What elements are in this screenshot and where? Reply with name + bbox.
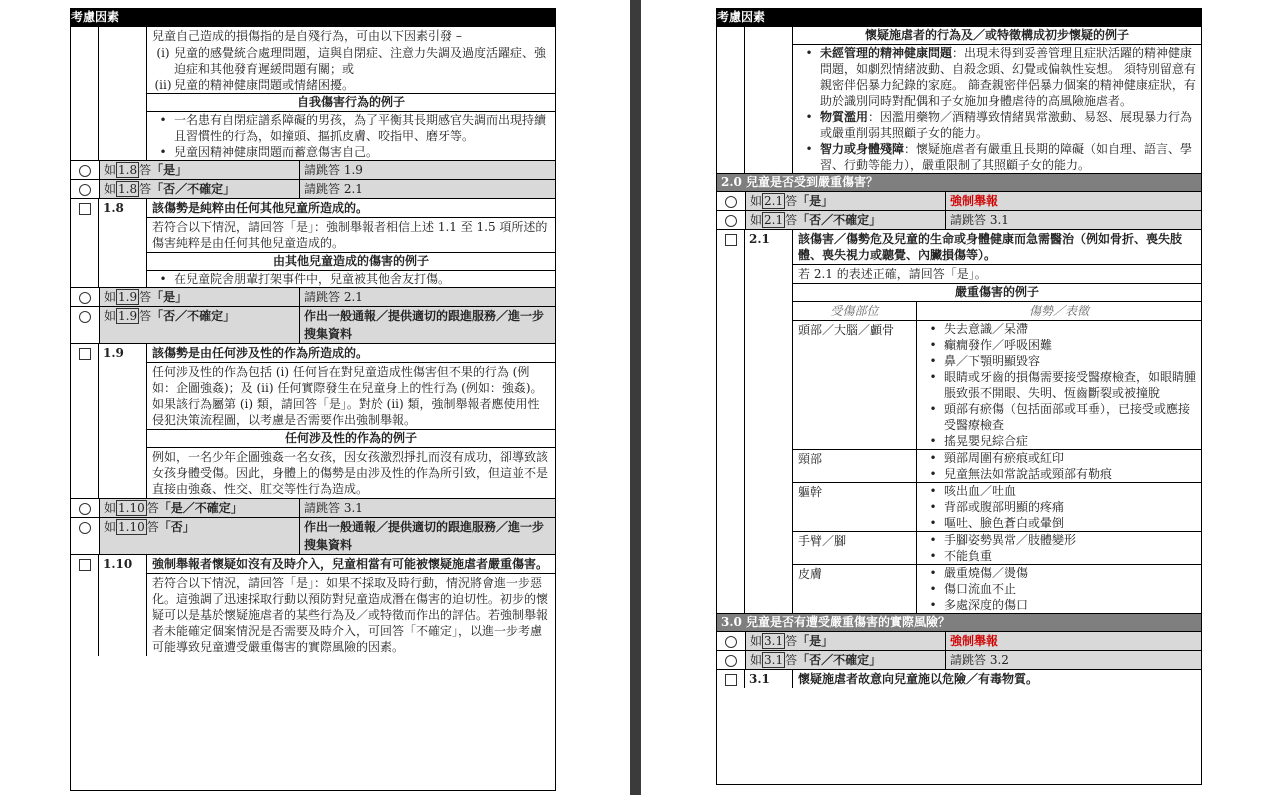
- section-3-heading: 3.0 兒童是否有遭受嚴重傷害的實際風險？: [717, 613, 1201, 631]
- question-2-1: 2.1 該傷害／傷勢危及兒童的生命或身體健康而急需醫治（例如骨折、喪失肢體、喪失視力或聽覺、內臟損傷等）。 若 2.1 的表述正確，請回答「是」。 嚴重傷害的例子 受傷部位 傷勢／表徵 頭部／大腦／顱骨 • 失去意識／呆滯 • 癲癇發作／呼吸困難 • 鼻／下顎明顯毀容 • 眼睛或牙齒的損傷需要接受醫療檢查，如眼睛腫脹致張不開眼、失明、恆齒斷裂或被撞脫 • 頭部有瘀傷（包括面部或耳垂），已接受或應接受醫療檢查 • 搖晃嬰兒綜合症 頸部 • 頸部周圍有瘀痕或紅印 • 兒童無法如常說話或頸部有勒痕 軀幹 • 咳出血／吐血 • 背部或腹部明顯的疼痛 • 嘔吐、臉色蒼白或暈倒 手臂／腳 • 手腳姿勢異常／肢體變形 • 不能負重 皮膚 • 嚴重燒傷／燙傷 • 傷口流血不止 • 多處深度的傷口: [717, 229, 1201, 613]
- answer-action: 請跳答 2.1: [304, 182, 363, 196]
- traits-title: 懷疑施虐者的行為及／或特徵構成初步懷疑的例子: [793, 27, 1201, 45]
- injury-sign: • 兒童無法如常說話或頸部有勒痕: [929, 467, 1113, 481]
- bullet-item: • 一名患有自閉症譜系障礙的男孩，為了平衡其長期感官失調而出現持續且習慣性的行為，如撞頭、摳抓皮膚、咬指甲、磨牙等。: [159, 113, 547, 143]
- question-1-10: 1.10 強制舉報者懷疑如沒有及時介入，兒童相當有可能被懷疑施虐者嚴重傷害。 若符合以下情況，請回答「是」：如果不採取及時行動，情況將會進一步惡化。這強調了迅速採取行動以預防對兒童造成潛在傷害的迫切性。初步的懷疑可以是基於懷疑施虐者的某些行為及／或特徵而作出的評估。若強制舉報者未能確定個案情況是否需要及時介入，可回答「不確定」，以進一步考慮可能導致兒童遭受嚴重傷害的實際風險的因素。: [71, 554, 555, 656]
- bullet-item: • 在兒童院舍朋輩打架事件中，兒童被其他舍友打傷。: [159, 272, 451, 286]
- abuser-traits-block: [717, 26, 1201, 173]
- injury-sign: • 背部或腹部明顯的疼痛: [929, 500, 1065, 514]
- question-1-9: 1.9 該傷勢是由任何涉及性的作為所造成的。 任何涉及性的作為包括 (i) 任何旨在對兒童造成性傷害但不果的行為 (例如：企圖強姦)；及 (ii) 任何實際發生在兒童身上的性行為 (例如：強姦)。 如果該行為屬第 (i) 類，請回答「是」。對於 (ii) 類，強制舉報者應使用性侵犯決策流程圖，以考慮是否需要作出強制舉報。 任何涉及性的作為的例子 例如，一名少年企圖強姦一名女孩，因女孩激烈掙扎而沒有成功，卻導致該女孩身體受傷。因此，身體上的傷勢是由涉及性的作為所引致，但這並不是直接由強姦、性交、肛交等性行為造成。: [71, 343, 555, 498]
- injury-sign: • 嚴重燒傷／燙傷: [929, 566, 1029, 580]
- answer-row: 如 1.9 答「是」 請跳答 2.1: [71, 287, 555, 306]
- injury-row: [793, 449, 1201, 482]
- checkbox[interactable]: [79, 559, 91, 571]
- injury-sign: • 嘔吐、臉色蒼白或暈倒: [929, 516, 1065, 530]
- question-text: 強制舉報者懷疑如沒有及時介入，兒童相當有可能被懷疑施虐者嚴重傷害。: [152, 557, 549, 571]
- intro-item: (i) 兒童的感覺統合處理問題，這與自閉症、注意力失調及過度活躍症、強迫症和其他發育遲緩問題有關；或: [156, 46, 547, 76]
- checkbox[interactable]: [79, 348, 91, 360]
- answer-action: 請跳答 1.9: [304, 163, 363, 177]
- radio-button[interactable]: [725, 215, 737, 227]
- injury-sign: • 頭部有瘀傷（包括面部或耳垂），已接受或應接受醫療檢查: [929, 402, 1191, 432]
- injury-row: [793, 531, 1201, 564]
- checkbox[interactable]: [725, 674, 737, 686]
- radio-button[interactable]: [79, 165, 91, 177]
- injury-body-part: 皮膚: [793, 565, 917, 613]
- bullet-item: • 兒童因精神健康問題而蓄意傷害自己。: [159, 145, 379, 159]
- injury-row: [793, 320, 1201, 449]
- page-divider: [630, 0, 641, 795]
- injury-row: [793, 482, 1201, 531]
- answer-action: 請跳答 2.1: [304, 290, 363, 304]
- radio-button[interactable]: [79, 184, 91, 196]
- answer-row: 如 1.10 答「是／不確定」 請跳答 3.1: [71, 498, 555, 517]
- injury-sign: • 失去意識／呆滯: [929, 322, 1029, 336]
- answer-row: 如 1.10 答「否」 作出一般通報／提供適切的跟進服務／進一步搜集資料: [71, 517, 555, 554]
- injury-sign: • 不能負重: [929, 549, 993, 563]
- left-page: [70, 8, 556, 791]
- mandatory-report-action: 強制舉報: [950, 194, 999, 208]
- injury-sign: • 鼻／下顎明顯毀容: [929, 354, 1041, 368]
- answer-action: 請跳答 3.2: [950, 653, 1009, 667]
- answer-action: 作出一般通報／提供適切的跟進服務／進一步搜集資料: [304, 520, 545, 552]
- answer-row: 如 1.8 答「否／不確定」 請跳答 2.1: [71, 179, 555, 198]
- question-text: 該傷害／傷勢危及兒童的生命或身體健康而急需醫治（例如骨折、喪失肢體、喪失視力或聽覺、內臟損傷等）。: [798, 232, 1183, 262]
- radio-button[interactable]: [79, 522, 91, 534]
- intro-block: [71, 26, 555, 160]
- radio-button[interactable]: [79, 503, 91, 515]
- question-text: 該傷勢是由任何涉及性的作為所造成的。: [152, 346, 369, 360]
- injury-sign: • 傷口流血不止: [929, 582, 1017, 596]
- question-text: 懷疑施虐者故意向兒童施以危險／有毒物質。: [798, 672, 1039, 686]
- answer-row: 如 1.8 答「是」 請跳答 1.9: [71, 160, 555, 179]
- bullet-item: • 智力或身體殘障：懷疑施虐者有嚴重且長期的障礙（如自理、語言、學習、行動等能力），嚴重限制了其照顧子女的能力。: [805, 142, 1193, 172]
- injury-sign: • 癲癇發作／呼吸困難: [929, 338, 1053, 352]
- example-text: 例如，一名少年企圖強姦一名女孩，因女孩激烈掙扎而沒有成功，卻導致該女孩身體受傷。因此，身體上的傷勢是由涉及性的作為所引致，但這並不是直接由強姦、性交、肛交等性行為造成。: [152, 450, 549, 496]
- answer-action: 請跳答 3.1: [950, 213, 1009, 227]
- injury-sign: • 眼睛或牙齒的損傷需要接受醫療檢查，如眼睛腫脹致張不開眼、失明、恆齒斷裂或被撞脫: [929, 370, 1197, 400]
- radio-button[interactable]: [725, 655, 737, 667]
- self-harm-title: 自我傷害行為的例子: [147, 93, 555, 112]
- mandatory-report-action: 強制舉報: [950, 634, 999, 648]
- injury-sign: • 咳出血／吐血: [929, 484, 1017, 498]
- radio-button[interactable]: [725, 196, 737, 208]
- intro-item: (ii) 兒童的精神健康問題或情緒困擾。: [154, 78, 355, 92]
- section-2-heading: 2.0 兒童是否受到嚴重傷害？: [717, 173, 1201, 191]
- answer-row: 如 3.1 答「否／不確定」 請跳答 3.2: [717, 650, 1201, 669]
- answer-action: 作出一般通報／提供適切的跟進服務／進一步搜集資料: [304, 309, 545, 341]
- question-body: 若符合以下情況，請回答「是」：如果不採取及時行動，情況將會進一步惡化。這強調了迅速採取行動以預防對兒童造成潛在傷害的迫切性。初步的懷疑可以是基於懷疑施虐者的某些行為及／或特徵而作出的評估。若強制舉報者未能確定個案情況是否需要及時介入，可回答「不確定」，以進一步考慮可能導致兒童遭受嚴重傷害的實際風險的因素。: [147, 573, 555, 656]
- radio-button[interactable]: [79, 292, 91, 304]
- answer-row: 如 2.1 答「否／不確定」 請跳答 3.1: [717, 210, 1201, 229]
- question-body: 任何涉及性的作為包括 (i) 任何旨在對兒童造成性傷害但不果的行為 (例如：企圖強姦)；及 (ii) 任何實際發生在兒童身上的性行為 (例如：強姦)。 如果該行為屬第 (i) 類，請回答「是」。對於 (ii) 類，強制舉報者應使用性侵犯決策流程圖，以考慮是否需要作出強制舉報。: [147, 362, 555, 429]
- question-text: 該傷勢是純粹由任何其他兒童所造成的。: [152, 201, 369, 215]
- answer-action: 請跳答 3.1: [304, 501, 363, 515]
- right-header: 考慮因素: [717, 9, 1201, 26]
- injury-sign: • 搖晃嬰兒綜合症: [929, 434, 1029, 448]
- example-title: 由其他兒童造成的傷害的例子: [147, 252, 555, 271]
- radio-button[interactable]: [79, 311, 91, 323]
- radio-button[interactable]: [725, 636, 737, 648]
- left-header: 考慮因素: [71, 9, 555, 26]
- intro-text: 兒童自己造成的損傷指的是自殘行為，可由以下因素引發 –: [152, 29, 462, 43]
- answer-row: 如 3.1 答「是」 強制舉報: [717, 631, 1201, 650]
- question-body: 若 2.1 的表述正確，請回答「是」。: [793, 264, 1201, 283]
- example-title: 任何涉及性的作為的例子: [147, 429, 555, 448]
- injury-body-part: 軀幹: [793, 483, 917, 531]
- injury-body-part: 頭部／大腦／顱骨: [793, 321, 917, 449]
- injury-sign: • 頸部周圍有瘀痕或紅印: [929, 451, 1065, 465]
- bullet-item: • 物質濫用：因濫用藥物／酒精導致情緒異常激動、易怒、展現暴力行為或嚴重削弱其照顧子女的能力。: [805, 110, 1193, 140]
- bullet-item: • 未經管理的精神健康問題：出現未得到妥善管理且症狀活躍的精神健康問題，如劇烈情緒波動、自殺念頭、幻覺或偏執性妄想。 須特別留意有親密伴侶暴力紀錄的家庭。 篩查親密伴侶暴力個案的精神健康症狀，有助於識別同時對配偶和子女施加身體虐待的高風險施虐者。: [805, 46, 1196, 108]
- checkbox[interactable]: [725, 234, 737, 246]
- injury-body-part: 手臂／腳: [793, 532, 917, 564]
- answer-row: 如 2.1 答「是」 強制舉報: [717, 191, 1201, 210]
- injury-table-header: 受傷部位 傷勢／表徵: [793, 302, 1201, 320]
- injury-body-part: 頸部: [793, 450, 917, 482]
- question-1-8: 1.8 該傷勢是純粹由任何其他兒童所造成的。 若符合以下情況，請回答「是」：強制舉報者相信上述 1.1 至 1.5 項所述的傷害純粹是由任何其他兒童造成的。 由其他兒童造成的傷害的例子 • 在兒童院舍朋輩打架事件中，兒童被其他舍友打傷。: [71, 198, 555, 287]
- question-3-1: 3.1 懷疑施虐者故意向兒童施以危險／有毒物質。: [717, 669, 1201, 688]
- checkbox[interactable]: [79, 203, 91, 215]
- answer-row: 如 1.9 答「否／不確定」 作出一般通報／提供適切的跟進服務／進一步搜集資料: [71, 306, 555, 343]
- injury-sign: • 多處深度的傷口: [929, 598, 1029, 612]
- injury-sign: • 手腳姿勢異常／肢體變形: [929, 533, 1077, 547]
- question-body: 若符合以下情況，請回答「是」：強制舉報者相信上述 1.1 至 1.5 項所述的傷害純粹是由任何其他兒童造成的。: [147, 217, 555, 252]
- right-page: [716, 8, 1202, 785]
- injury-row: [793, 564, 1201, 613]
- example-title: 嚴重傷害的例子: [793, 283, 1201, 302]
